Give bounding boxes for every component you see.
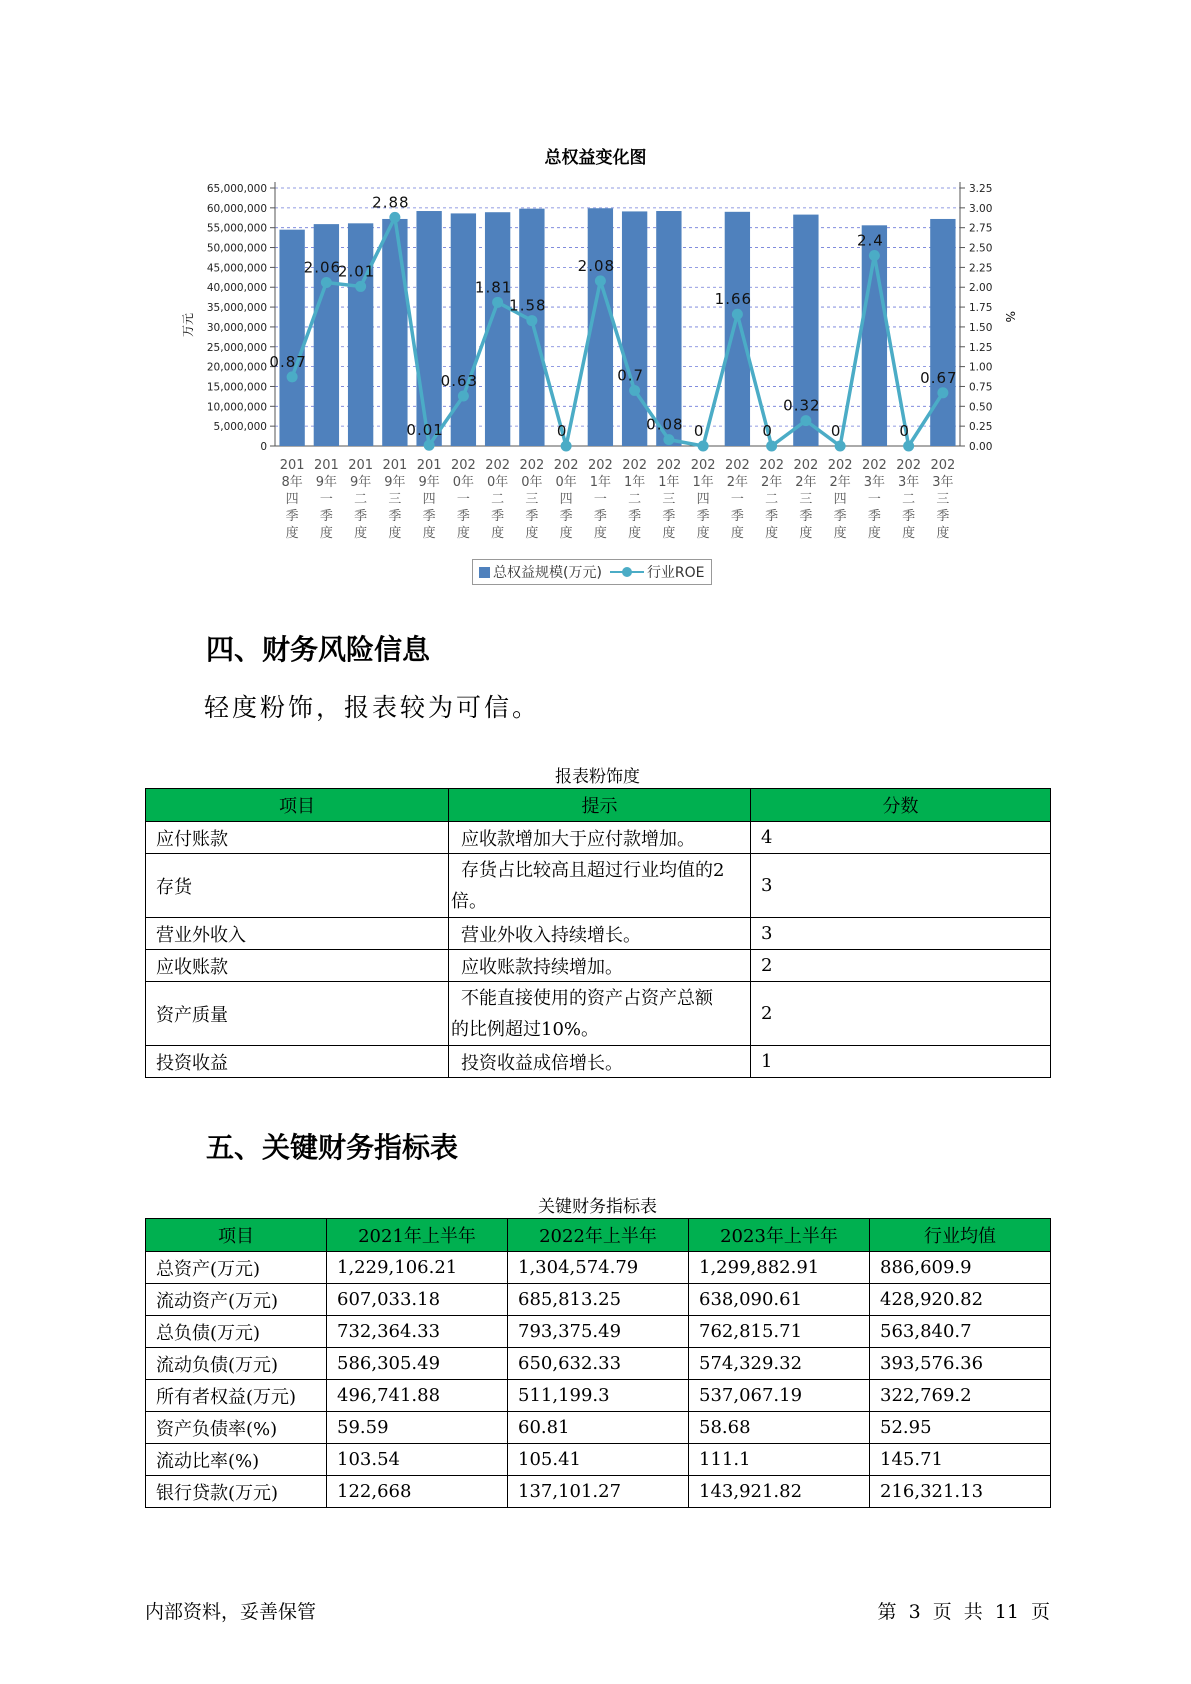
- row-value: 103.54: [327, 1444, 508, 1476]
- roe-point: [937, 387, 948, 398]
- roe-data-label: 0.32: [783, 396, 821, 415]
- row-item: 总负债(万元): [146, 1316, 327, 1348]
- roe-data-label: 1.66: [714, 290, 753, 309]
- roe-data-label: 0: [899, 422, 910, 440]
- table-row: [146, 1380, 1051, 1412]
- roe-point: [663, 434, 674, 445]
- row-item: 所有者权益(万元): [146, 1380, 327, 1412]
- legend-line-swatch: [610, 566, 644, 578]
- roe-data-label: 0.67: [920, 368, 958, 387]
- indicator-table-header: [146, 1219, 1051, 1252]
- bar: [930, 219, 955, 446]
- roe-point: [321, 277, 332, 288]
- x-tick-label: 201 8年四季度: [279, 458, 305, 541]
- x-tick-label: 201 9年一季度: [313, 458, 339, 541]
- roe-point: [389, 212, 400, 223]
- row-value: 511,199.3: [508, 1380, 689, 1412]
- row-hint: 营业外收入持续增长。: [449, 918, 751, 950]
- row-item: 资产质量: [146, 982, 449, 1046]
- roe-data-label: 2.08: [577, 256, 616, 275]
- row-hint: 投资收益成倍增长。: [449, 1046, 751, 1078]
- row-item: 总资产(万元): [146, 1252, 327, 1284]
- row-score: 3: [751, 854, 1051, 918]
- row-value: 105.41: [508, 1444, 689, 1476]
- row-score: 4: [751, 822, 1051, 854]
- bar: [416, 211, 441, 446]
- roe-data-label: 0.7: [617, 366, 645, 385]
- row-score: 2: [751, 950, 1051, 982]
- roe-point: [903, 441, 914, 452]
- table-row: [146, 1412, 1051, 1444]
- footer-page-number: 第 3 页 共 11 页: [877, 1601, 1050, 1623]
- row-hint: [449, 982, 751, 1046]
- section4-heading: 四、财务风险信息: [206, 633, 431, 666]
- row-value: 586,305.49: [327, 1348, 508, 1380]
- footer-confidential: 内部资料，妥善保管: [145, 1601, 317, 1623]
- row-score: 1: [751, 1046, 1051, 1078]
- equity-chart: [0, 0, 1191, 600]
- row-item: 流动资产(万元): [146, 1284, 327, 1316]
- row-value: 393,576.36: [870, 1348, 1051, 1380]
- roe-point: [595, 275, 606, 286]
- indicator-table-caption: 关键财务指标表: [538, 1197, 657, 1217]
- y-axis-label: 万元: [181, 312, 195, 337]
- row-value: 793,375.49: [508, 1316, 689, 1348]
- roe-point: [698, 441, 709, 452]
- roe-point: [629, 385, 640, 396]
- indicator-table: [145, 1218, 1051, 1508]
- roe-data-label: 1.81: [474, 278, 513, 297]
- roe-point: [835, 441, 846, 452]
- row-value: 537,067.19: [689, 1380, 870, 1412]
- risk-summary: 轻度粉饰，报表较为可信。: [204, 693, 541, 722]
- section5-heading: 五、关键财务指标表: [206, 1131, 459, 1164]
- table-row: [146, 950, 1051, 982]
- row-value: 1,299,882.91: [689, 1252, 870, 1284]
- x-tick-label: 202 2年四季度: [827, 458, 853, 541]
- roe-data-label: 2.4: [856, 231, 884, 250]
- row-hint-line2: 的比例超过10%。: [451, 1018, 600, 1040]
- header-industry-avg: 行业均值: [870, 1219, 1051, 1252]
- row-value: 563,840.7: [870, 1316, 1051, 1348]
- y2-tick-label: 2.75: [969, 222, 993, 235]
- roe-point: [732, 309, 743, 320]
- y-tick-label: 20,000,000: [206, 361, 267, 374]
- row-value: 685,813.25: [508, 1284, 689, 1316]
- row-value: 1,304,574.79: [508, 1252, 689, 1284]
- roe-data-label: 2.01: [337, 262, 376, 281]
- legend-item-equity: [479, 562, 602, 582]
- bar: [656, 211, 681, 446]
- legend-label-equity: 总权益规模(万元): [493, 565, 602, 581]
- y2-tick-label: 1.25: [969, 341, 993, 354]
- row-item: 银行贷款(万元): [146, 1476, 327, 1508]
- bar: [314, 224, 339, 446]
- row-hint: 应收款增加大于应付款增加。: [449, 822, 751, 854]
- table-row: [146, 1348, 1051, 1380]
- row-value: 732,364.33: [327, 1316, 508, 1348]
- row-value: 145.71: [870, 1444, 1051, 1476]
- table-row: [146, 982, 1051, 1046]
- row-item: 投资收益: [146, 1046, 449, 1078]
- y2-tick-label: 1.00: [969, 361, 993, 374]
- y-tick-label: 15,000,000: [206, 381, 267, 394]
- row-value: 650,632.33: [508, 1348, 689, 1380]
- row-score: 2: [751, 982, 1051, 1046]
- table-row: [146, 1284, 1051, 1316]
- table-row: [146, 1046, 1051, 1078]
- y-tick-label: 50,000,000: [206, 242, 267, 255]
- risk-table: [145, 788, 1051, 1078]
- header-hint: 提示: [449, 789, 751, 822]
- roe-data-label: 0.63: [440, 371, 479, 390]
- row-item: 流动比率(%): [146, 1444, 327, 1476]
- row-item: 资产负债率(%): [146, 1412, 327, 1444]
- row-value: 59.59: [327, 1412, 508, 1444]
- y-tick-label: 45,000,000: [206, 262, 267, 275]
- table-row: [146, 1316, 1051, 1348]
- y2-tick-label: 3.25: [969, 183, 993, 195]
- y2-tick-label: 0.75: [969, 381, 993, 394]
- legend-bar-swatch: [479, 567, 490, 578]
- roe-data-label: 0: [762, 422, 773, 440]
- header-2021h1: 2021年上半年: [327, 1219, 508, 1252]
- x-tick-label: 202 1年一季度: [587, 458, 613, 541]
- row-value: 60.81: [508, 1412, 689, 1444]
- y2-tick-label: 0.25: [969, 421, 993, 434]
- row-value: 216,321.13: [870, 1476, 1051, 1508]
- risk-table-header: [146, 789, 1051, 822]
- row-hint: 应收账款持续增加。: [449, 950, 751, 982]
- table-row: [146, 822, 1051, 854]
- roe-point: [800, 415, 811, 426]
- y2-axis-label: %: [1003, 311, 1017, 323]
- x-tick-label: 202 2年三季度: [793, 458, 819, 541]
- row-value: 496,741.88: [327, 1380, 508, 1412]
- x-tick-label: 202 3年一季度: [861, 458, 887, 541]
- y2-tick-label: 0.00: [969, 441, 993, 453]
- header-2023h1: 2023年上半年: [689, 1219, 870, 1252]
- row-score: 3: [751, 918, 1051, 950]
- chart-canvas: [0, 0, 1191, 600]
- header-item: 项目: [146, 1219, 327, 1252]
- bar: [622, 211, 647, 446]
- y2-tick-label: 1.75: [969, 302, 993, 315]
- roe-point: [869, 250, 880, 261]
- roe-data-label: 0: [830, 422, 842, 440]
- table-row: [146, 854, 1051, 918]
- row-hint-line2: 倍。: [451, 890, 487, 912]
- roe-point: [492, 297, 503, 308]
- row-value: 574,329.32: [689, 1348, 870, 1380]
- table-row: [146, 1444, 1051, 1476]
- row-value: 122,668: [327, 1476, 508, 1508]
- y2-tick-label: 2.50: [969, 242, 993, 255]
- row-value: 638,090.61: [689, 1284, 870, 1316]
- bar: [382, 219, 407, 446]
- bar: [279, 230, 304, 446]
- roe-data-label: 0: [556, 422, 568, 440]
- x-tick-label: 202 3年三季度: [930, 458, 956, 541]
- y-tick-label: 55,000,000: [206, 222, 267, 235]
- row-hint-line1: 不能直接使用的资产占资产总额: [461, 987, 713, 1009]
- roe-data-label: 0.01: [406, 421, 444, 440]
- y-tick-label: 35,000,000: [206, 302, 267, 315]
- row-value: 762,815.71: [689, 1316, 870, 1348]
- chart-legend: [472, 559, 712, 585]
- header-2022h1: 2022年上半年: [508, 1219, 689, 1252]
- row-value: 886,609.9: [870, 1252, 1051, 1284]
- y-tick-label: 40,000,000: [206, 282, 267, 295]
- table-row: [146, 1252, 1051, 1284]
- roe-point: [526, 315, 537, 326]
- header-item: 项目: [146, 789, 449, 822]
- y-tick-label: 25,000,000: [206, 341, 267, 354]
- x-tick-label: 202 1年三季度: [656, 458, 682, 541]
- y2-tick-label: 0.50: [969, 401, 993, 414]
- y-tick-label: 30,000,000: [206, 321, 267, 334]
- row-value: 1,229,106.21: [327, 1252, 508, 1284]
- roe-point: [561, 441, 572, 452]
- y-tick-label: 10,000,000: [206, 401, 267, 414]
- roe-point: [424, 440, 435, 451]
- row-value: 58.68: [689, 1412, 870, 1444]
- row-item: 存货: [146, 854, 449, 918]
- roe-data-label: 0: [693, 422, 705, 440]
- table-row: [146, 1476, 1051, 1508]
- y2-tick-label: 1.50: [969, 321, 993, 334]
- y2-tick-label: 3.00: [969, 202, 993, 215]
- risk-table-caption: 报表粉饰度: [555, 767, 640, 787]
- chart-title: 总权益变化图: [544, 148, 647, 168]
- bar: [519, 209, 544, 446]
- bar: [348, 223, 373, 446]
- x-tick-label: 201 9年四季度: [416, 458, 442, 541]
- roe-point: [287, 371, 298, 382]
- row-value: 143,921.82: [689, 1476, 870, 1508]
- header-score: 分数: [751, 789, 1051, 822]
- roe-data-label: 1.58: [509, 296, 547, 315]
- roe-point: [355, 281, 366, 292]
- row-value: 607,033.18: [327, 1284, 508, 1316]
- x-tick-label: 202 2年二季度: [759, 458, 785, 541]
- x-tick-label: 201 9年三季度: [382, 458, 408, 541]
- y-tick-label: 5,000,000: [213, 421, 267, 434]
- y2-tick-label: 2.00: [969, 282, 993, 295]
- y-tick-label: 65,000,000: [206, 183, 267, 195]
- roe-data-label: 0.08: [646, 415, 684, 434]
- row-value: 137,101.27: [508, 1476, 689, 1508]
- x-tick-label: 202 3年二季度: [896, 458, 922, 541]
- x-tick-label: 202 0年四季度: [553, 458, 579, 541]
- x-tick-label: 202 0年二季度: [485, 458, 511, 541]
- y-tick-label: 60,000,000: [206, 202, 267, 215]
- table-row: [146, 918, 1051, 950]
- row-item: 流动负债(万元): [146, 1348, 327, 1380]
- y2-tick-label: 2.25: [969, 262, 993, 275]
- x-tick-label: 202 0年一季度: [450, 458, 476, 541]
- roe-data-label: 2.88: [372, 193, 410, 212]
- x-tick-label: 202 1年二季度: [622, 458, 648, 541]
- roe-point: [766, 441, 777, 452]
- legend-item-roe: [610, 562, 705, 582]
- row-value: 111.1: [689, 1444, 870, 1476]
- row-value: 52.95: [870, 1412, 1051, 1444]
- row-hint-line1: 存货占比较高且超过行业均值的2: [461, 859, 725, 881]
- roe-point: [458, 390, 469, 401]
- bar: [725, 212, 750, 446]
- roe-data-label: 0.87: [269, 352, 307, 371]
- row-hint: [449, 854, 751, 918]
- x-tick-label: 202 0年三季度: [519, 458, 545, 541]
- legend-label-roe: 行业ROE: [646, 565, 705, 581]
- x-tick-label: 202 1年四季度: [690, 458, 716, 541]
- x-tick-label: 201 9年二季度: [348, 458, 374, 541]
- row-item: 营业外收入: [146, 918, 449, 950]
- roe-data-label: 2.06: [303, 258, 342, 277]
- row-item: 应付账款: [146, 822, 449, 854]
- x-tick-label: 202 2年一季度: [724, 458, 750, 541]
- row-value: 322,769.2: [870, 1380, 1051, 1412]
- y-tick-label: 0: [260, 441, 267, 453]
- row-item: 应收账款: [146, 950, 449, 982]
- row-value: 428,920.82: [870, 1284, 1051, 1316]
